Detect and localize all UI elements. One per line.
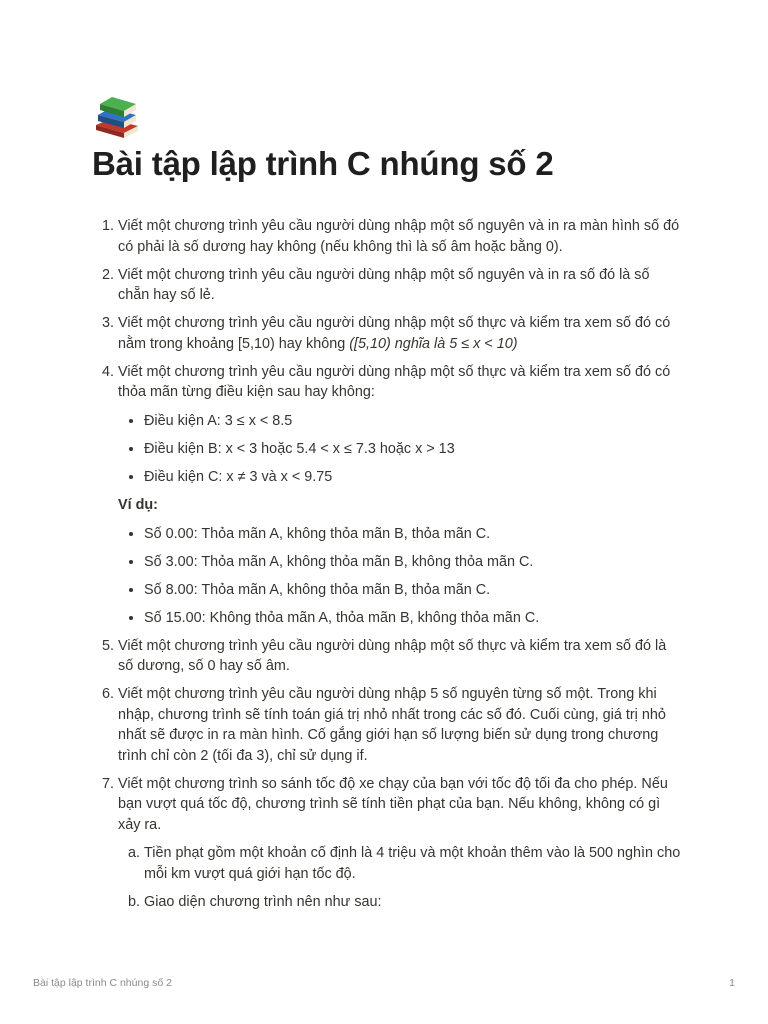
- exercise-item-3: 3. Viết một chương trình yêu cầu người dùng nhập một số thực và kiểm tra xem số đó có nằm trong khoảng [5,10) hay không ([5,10) nghĩa là 5 ≤ x < 10): [118, 313, 682, 354]
- sub-item-list: [118, 843, 682, 912]
- example-list: [118, 524, 682, 629]
- exercise-item-2: 2. Viết một chương trình yêu cầu người dùng nhập một số nguyên và in ra số đó là số chẵn hay số lẻ.: [118, 265, 682, 306]
- sub-item: a. Tiền phạt gồm một khoản cố định là 4 triệu và một khoản thêm vào là 500 nghìn cho mỗi km vượt quá giới hạn tốc độ.: [144, 843, 682, 884]
- condition-item: • Điều kiện A: 3 ≤ x < 8.5: [144, 411, 682, 432]
- exercise-item-4: 4. Viết một chương trình yêu cầu người dùng nhập một số thực và kiểm tra xem số đó có thỏa mãn từng điều kiện sau hay không: • Điều kiện A: 3 ≤ x < 8.5 • Điều kiện B: x < 3 hoặc 5.4 < x ≤ 7.3 hoặc x > 13 • Điều kiện C: x ≠ 3 và x < 9.75 Ví dụ: • Số 0.00: Thỏa mãn A, không thỏa mãn B, thỏa mãn C. • Số 3.00: Thỏa mãn A, không thỏa mãn B, không thỏa mãn C. • Số 8.00: Thỏa mãn A, không thỏa mãn B, thỏa mãn C. • Số 15.00: Không thỏa mãn A, thỏa mãn B, không thỏa mãn C.: [118, 362, 682, 629]
- condition-item: • Điều kiện B: x < 3 hoặc 5.4 < x ≤ 7.3 hoặc x > 13: [144, 439, 682, 460]
- condition-item: • Điều kiện C: x ≠ 3 và x < 9.75: [144, 467, 682, 488]
- exercise-list: [92, 216, 682, 912]
- exercise-item-7: 7. Viết một chương trình so sánh tốc độ xe chạy của bạn với tốc độ tối đa cho phép. Nếu bạn vượt quá tốc độ, chương trình sẽ tính tiền phạt của bạn. Nếu không, không có gì xảy ra. a. Tiền phạt gồm một khoản cố định là 4 triệu và một khoản thêm vào là 500 nghìn cho mỗi km vượt quá giới hạn tốc độ. b. Giao diện chương trình nên như sau:: [118, 774, 682, 913]
- condition-list: [118, 411, 682, 488]
- footer-title: Bài tập lập trình C nhúng số 2: [33, 977, 172, 989]
- example-item: • Số 15.00: Không thỏa mãn A, thỏa mãn B, không thỏa mãn C.: [144, 608, 682, 629]
- example-item: • Số 8.00: Thỏa mãn A, không thỏa mãn B, thỏa mãn C.: [144, 580, 682, 601]
- range-note: ([5,10) nghĩa là 5 ≤ x < 10): [349, 335, 518, 352]
- exercise-item-6: 6. Viết một chương trình yêu cầu người dùng nhập 5 số nguyên từng số một. Trong khi nhập, chương trình sẽ tính toán giá trị nhỏ nhất trong các số đó. Cuối cùng, giá trị nhỏ nhất sẽ được in ra màn hình. Cố gắng giới hạn số lượng biến sử dụng trong chương trình chỉ còn 2 (tối đa 3), chỉ sử dụng if.: [118, 684, 682, 766]
- exercise-item-5: 5. Viết một chương trình yêu cầu người dùng nhập một số thực và kiểm tra xem số đó là số dương, số 0 hay số âm.: [118, 636, 682, 677]
- example-label: Ví dụ:: [118, 497, 158, 513]
- exercise-content: [92, 216, 682, 920]
- example-item: • Số 3.00: Thỏa mãn A, không thỏa mãn B, không thỏa mãn C.: [144, 552, 682, 573]
- example-item: • Số 0.00: Thỏa mãn A, không thỏa mãn B, thỏa mãn C.: [144, 524, 682, 545]
- page-title: Bài tập lập trình C nhúng số 2: [92, 145, 554, 182]
- page-number: 1: [729, 977, 735, 989]
- exercise-item-1: 1. Viết một chương trình yêu cầu người dùng nhập một số nguyên và in ra màn hình số đó có phải là số dương hay không (nếu không thì là số âm hoặc bằng 0).: [118, 216, 682, 257]
- books-icon: [94, 95, 140, 139]
- sub-item: b. Giao diện chương trình nên như sau:: [144, 892, 682, 913]
